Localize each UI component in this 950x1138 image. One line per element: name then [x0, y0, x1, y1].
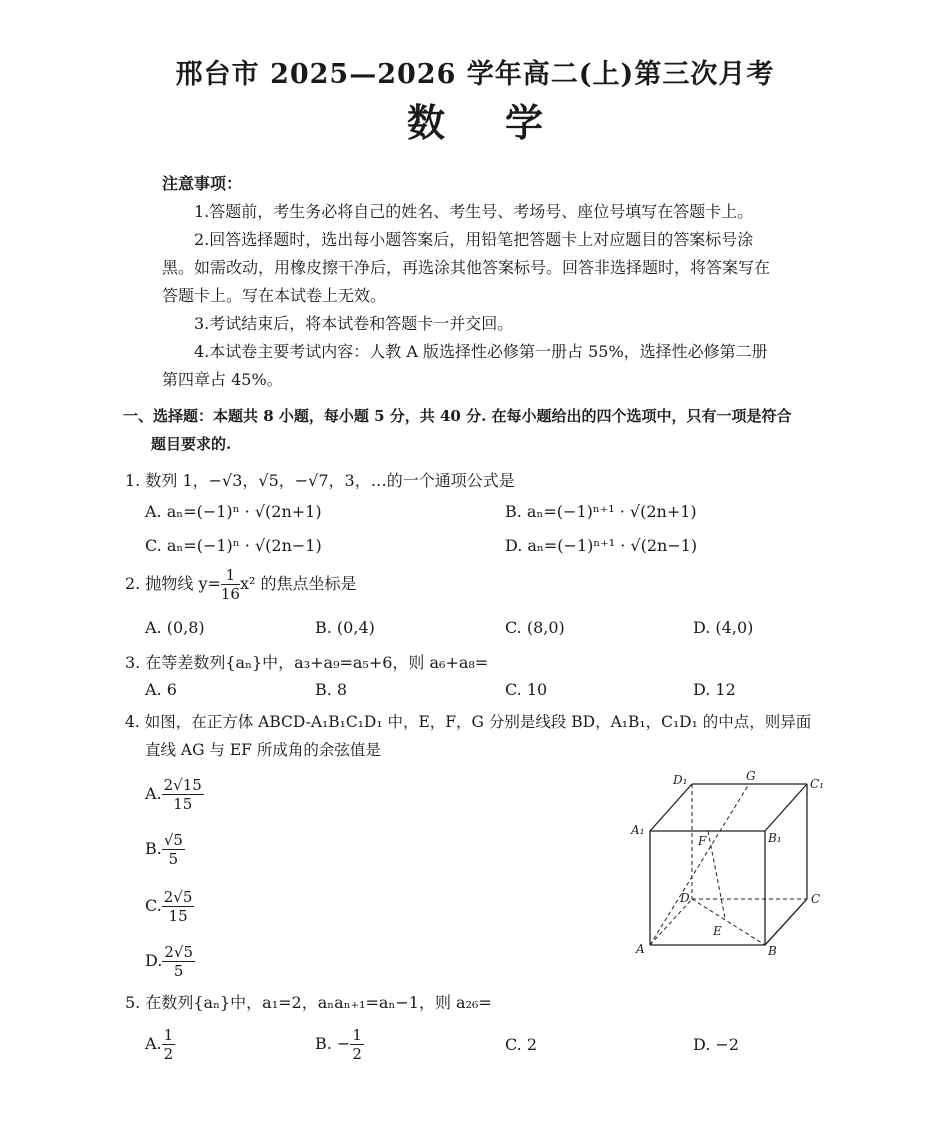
question-1-stem: 1. 数列 1，−√3，√5，−√7，3，…的一个通项公式是 [125, 471, 515, 490]
note-line: 1.答题前，考生务必将自己的姓名、考生号、考场号、座位号填写在答题卡上。 [194, 202, 754, 221]
option-label: B. [145, 839, 162, 858]
note-line: 2.回答选择题时，选出每小题答案后，用铅笔把答题卡上对应题目的答案标号涂 [194, 230, 754, 249]
label-c1: C₁ [810, 777, 824, 791]
denominator: 2 [352, 1045, 362, 1063]
q5-option-a [145, 1026, 175, 1063]
fraction [162, 1026, 176, 1063]
edge-bc [765, 899, 807, 945]
label-b: B [768, 944, 777, 958]
q3-option-c: C. 10 [505, 680, 548, 699]
q5-option-d: D. −2 [693, 1035, 740, 1054]
denominator: 5 [173, 962, 184, 980]
q2-option-c: C. (8,0) [505, 618, 565, 637]
q3-option-b: B. 8 [315, 680, 348, 699]
label-c: C [811, 892, 821, 906]
numerator: 1 [352, 1026, 362, 1044]
q1-option-a: A. aₙ=(−1)ⁿ · √(2n+1) [145, 502, 322, 521]
segment-fe [708, 831, 725, 918]
numerator: √5 [163, 831, 183, 849]
q1-option-c: C. aₙ=(−1)ⁿ · √(2n−1) [145, 536, 322, 555]
label-a1: A₁ [631, 823, 645, 837]
section-line: 一、选择题：本题共 8 小题，每小题 5 分，共 40 分. 在每小题给出的四个选项中，只有一项是符合 [123, 407, 792, 425]
numerator: 2√15 [163, 776, 202, 794]
q3-option-d: D. 12 [693, 680, 736, 699]
numerator: 1 [163, 1026, 174, 1044]
question-3-stem: 3. 在等差数列{aₙ}中，a₃+a₉=a₅+6，则 a₆+a₈= [125, 653, 489, 672]
stem-text: x² 的焦点坐标是 [239, 574, 357, 593]
segment-ag [650, 784, 749, 945]
note-line: 第四章占 45%。 [162, 370, 283, 389]
q5-option-c: C. 2 [505, 1035, 538, 1054]
numerator: 2√5 [163, 888, 193, 906]
denominator: 15 [173, 795, 193, 813]
option-label: B. − [315, 1034, 351, 1053]
option-label: C. [145, 896, 162, 915]
note-line: 答题卡上。写在本试卷上无效。 [162, 286, 387, 305]
denominator: 15 [168, 907, 188, 925]
label-f: F [698, 834, 707, 848]
option-label: D. [145, 951, 163, 970]
denominator: 5 [168, 850, 179, 868]
question-5-stem: 5. 在数列{aₙ}中，a₁=2，aₙaₙ₊₁=aₙ−1，则 a₂₆= [125, 993, 492, 1012]
option-label: A. [145, 784, 162, 803]
edge-ad [650, 899, 692, 945]
label-g: G [746, 769, 756, 783]
subject-title: 数学 [406, 100, 603, 145]
note-line: 3.考试结束后，将本试卷和答题卡一并交回。 [194, 314, 514, 333]
q5-option-b [315, 1026, 364, 1063]
denominator: 2 [163, 1045, 174, 1063]
numerator: 1 [221, 566, 240, 585]
q1-option-b: B. aₙ=(−1)ⁿ⁺¹ · √(2n+1) [505, 502, 697, 521]
numerator: 2√5 [164, 943, 193, 961]
label-d1: D₁ [673, 773, 688, 787]
question-4-stem-cont: 直线 AG 与 EF 所成角的余弦值是 [145, 741, 381, 759]
edge-a1d1 [650, 784, 692, 831]
question-4-stem: 4. 如图，在正方体 ABCD-A₁B₁C₁D₁ 中，E，F，G 分别是线段 BD，A₁B₁，C₁D₁ 的中点，则异面 [125, 713, 812, 731]
note-line: 4.本试卷主要考试内容：人教 A 版选择性必修第一册占 55%，选择性必修第二册 [194, 342, 768, 361]
edge-b1c1 [765, 784, 807, 831]
segment-db [692, 899, 765, 945]
q3-option-a: A. 6 [145, 680, 177, 699]
stem-text: 2. 抛物线 y= [125, 574, 221, 593]
option-label: A. [145, 1034, 162, 1053]
q2-option-d: D. (4,0) [693, 618, 754, 637]
section-line: 题目要求的. [151, 435, 232, 453]
label-a: A [636, 942, 645, 956]
exam-title: 邢台市 2025—2026 学年高二(上)第三次月考 [175, 59, 775, 90]
label-d: D [680, 891, 690, 905]
fraction [350, 1026, 364, 1063]
label-b1: B₁ [768, 831, 782, 845]
q2-option-a: A. (0,8) [145, 618, 205, 637]
note-line: 黑。如需改动，用橡皮擦干净后，再选涂其他答案标号。回答非选择题时，将答案写在 [162, 258, 771, 277]
label-e: E [713, 924, 722, 938]
q2-option-b: B. (0,4) [315, 618, 375, 637]
notes-heading: 注意事项： [162, 174, 243, 193]
q1-option-d: D. aₙ=(−1)ⁿ⁺¹ · √(2n−1) [505, 536, 698, 555]
denominator: 16 [220, 585, 240, 603]
front-face [650, 831, 765, 945]
